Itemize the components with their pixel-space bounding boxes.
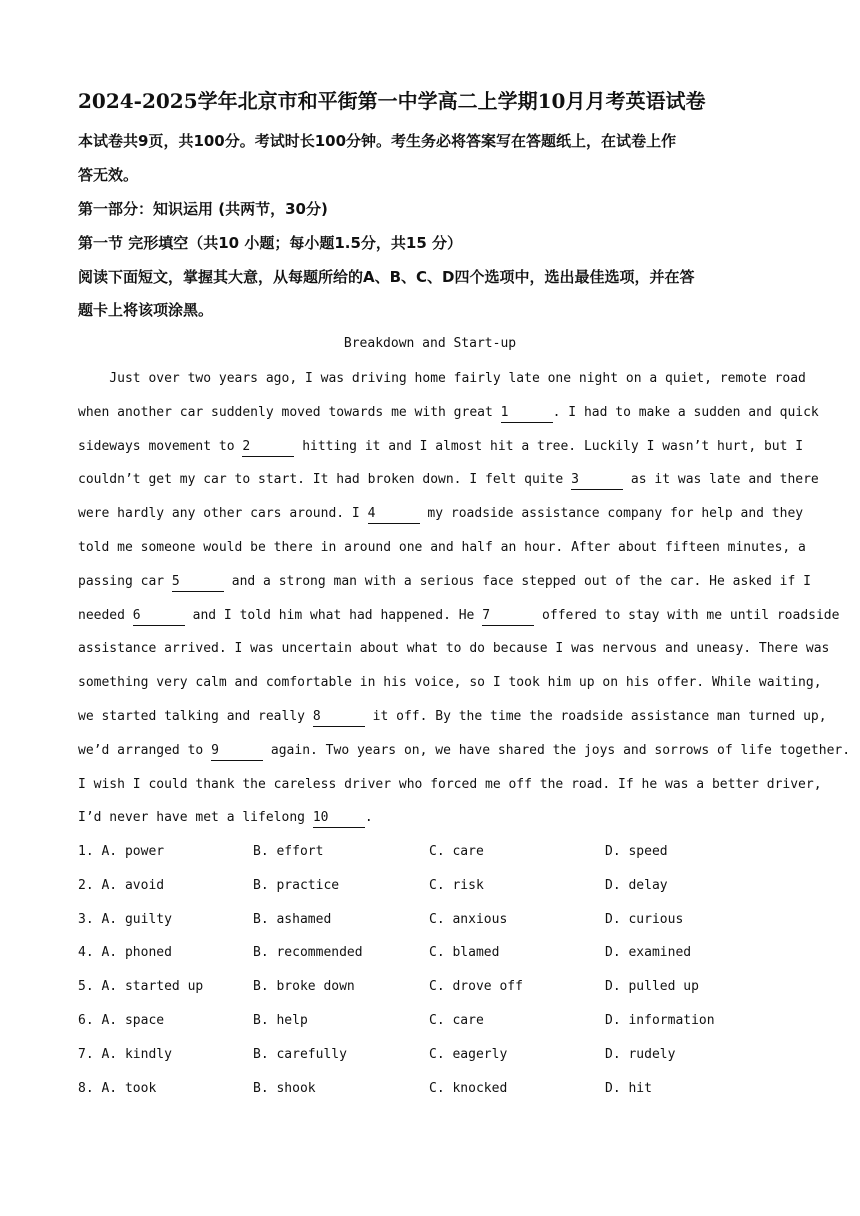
option-d: D. speed <box>605 844 668 859</box>
option-c: C. care <box>429 1013 484 1028</box>
option-a: 8. A. took <box>78 1080 157 1096</box>
passage-text: . I had to make a sudden and quick <box>552 404 819 420</box>
option-a: 2. A. avoid <box>78 877 165 893</box>
option-c: C. knocked <box>429 1080 508 1096</box>
passage-line <box>78 503 804 525</box>
answer-blank: 9 <box>211 742 263 761</box>
option-a: 4. A. phoned <box>78 945 172 961</box>
option-row <box>78 909 784 931</box>
option-b: B. help <box>253 1013 308 1028</box>
option-d: D. delay <box>605 877 668 893</box>
answer-blank: 2 <box>242 438 294 457</box>
passage-line <box>78 402 819 424</box>
option-d: D. pulled up <box>605 979 699 995</box>
answer-blank: 8 <box>313 708 365 727</box>
option-row <box>78 976 784 998</box>
answer-blank: 4 <box>368 505 420 524</box>
option-d: D. curious <box>605 911 684 927</box>
answer-blank: 10 <box>313 809 365 828</box>
option-b: B. shook <box>253 1080 316 1096</box>
passage-line <box>78 672 822 694</box>
option-row <box>78 1010 784 1032</box>
option-b: B. recommended <box>253 945 363 961</box>
part-heading: 第一部分：知识运用 (共两节，30分) <box>78 200 328 218</box>
passage-text: sideways movement to <box>78 438 243 454</box>
passage-text: told me someone would be there in around one and half an hour. After about fifteen minutes, a <box>78 540 806 555</box>
section-heading: 第一节 完形填空（共10 小题；每小题1.5分，共15 分） <box>78 234 462 252</box>
passage-line <box>78 638 830 660</box>
passage-text: . <box>364 810 373 826</box>
passage-text: we’d arranged to <box>78 742 212 758</box>
option-b: B. ashamed <box>253 911 332 927</box>
passage-text: and I told him what had happened. He <box>184 607 483 623</box>
passage-line <box>78 774 822 796</box>
passage-line <box>78 807 784 829</box>
passage-text: and a strong man with a serious face stepped out of the car. He asked if I <box>223 573 811 589</box>
option-d: D. examined <box>605 945 692 961</box>
instructions-line-2: 题卡上将该项涂黑。 <box>78 301 214 319</box>
option-a: 6. A. space <box>78 1013 165 1028</box>
passage-text: my roadside assistance company for help and they <box>419 506 804 522</box>
passage-line <box>78 605 840 627</box>
option-d: D. information <box>605 1013 715 1028</box>
passage-line <box>78 706 827 728</box>
answer-blank: 5 <box>172 573 224 592</box>
answer-blank: 6 <box>133 607 185 626</box>
option-a: 3. A. guilty <box>78 911 172 927</box>
option-d: D. hit <box>605 1080 652 1096</box>
option-c: C. risk <box>429 877 484 893</box>
passage-text: we started talking and really <box>78 709 313 724</box>
option-c: C. blamed <box>429 945 500 961</box>
option-a: 7. A. kindly <box>78 1046 172 1062</box>
passage-text: something very calm and comfortable in his voice, so I took him up on his offer. While waiting, <box>78 675 822 691</box>
intro-line-2: 答无效。 <box>78 166 139 184</box>
passage-line <box>78 740 851 762</box>
option-c: C. anxious <box>429 911 508 927</box>
passage-line <box>78 469 819 491</box>
passage-text: passing car <box>78 573 172 589</box>
passage-text: I’d never have met a lifelong <box>78 810 313 826</box>
option-row <box>78 841 784 863</box>
passage-text: were hardly any other cars around. I <box>78 506 368 522</box>
answer-blank: 3 <box>571 471 623 490</box>
option-row <box>78 1078 784 1100</box>
passage-text: couldn’t get my car to start. It had broken down. I felt quite <box>78 472 572 488</box>
passage-text: offered to stay with me until roadside <box>534 607 840 623</box>
passage-line <box>78 537 806 559</box>
option-c: C. eagerly <box>429 1046 508 1062</box>
option-b: B. carefully <box>253 1046 347 1062</box>
passage-text: as it was late and there <box>623 472 819 488</box>
passage-text: needed <box>78 607 133 623</box>
passage-title: Breakdown and Start-up <box>343 336 517 351</box>
passage-text: it off. By the time the roadside assistance man turned up, <box>364 709 827 724</box>
passage-line <box>78 368 806 390</box>
intro-line-1: 本试卷共9页，共100分。考试时长100分钟。考生务必将答案写在答题纸上，在试卷上作 <box>78 132 677 150</box>
option-row <box>78 1044 784 1066</box>
option-row <box>78 942 784 964</box>
option-b: B. practice <box>253 877 340 893</box>
option-b: B. broke down <box>253 979 355 995</box>
answer-blank: 1 <box>501 404 553 423</box>
option-c: C. drove off <box>429 979 523 995</box>
option-a: 5. A. started up <box>78 979 204 995</box>
passage-line <box>78 436 804 458</box>
passage-text: assistance arrived. I was uncertain about what to do because I was nervous and uneasy. There was <box>78 641 830 657</box>
answer-blank: 7 <box>482 607 534 626</box>
passage-text: Just over two years ago, I was driving home fairly late one night on a quiet, remote road <box>78 371 806 386</box>
passage-text: hitting it and I almost hit a tree. Luckily I wasn’t hurt, but I <box>294 438 804 454</box>
option-c: C. care <box>429 844 484 859</box>
option-d: D. rudely <box>605 1046 676 1062</box>
passage-text: when another car suddenly moved towards me with great <box>78 404 501 420</box>
option-row <box>78 875 784 897</box>
passage-text: again. Two years on, we have shared the joys and sorrows of life together. <box>263 742 851 758</box>
option-b: B. effort <box>253 844 324 859</box>
instructions-line-1: 阅读下面短文，掌握其大意，从每题所给的A、B、C、D四个选项中，选出最佳选项，并在答 <box>78 268 695 286</box>
option-a: 1. A. power <box>78 844 165 859</box>
page-title: 2024-2025学年北京市和平街第一中学高二上学期10月月考英语试卷 <box>78 89 706 113</box>
passage-text: I wish I could thank the careless driver who forced me off the road. If he was a better driver, <box>78 776 822 792</box>
passage-line <box>78 571 811 593</box>
